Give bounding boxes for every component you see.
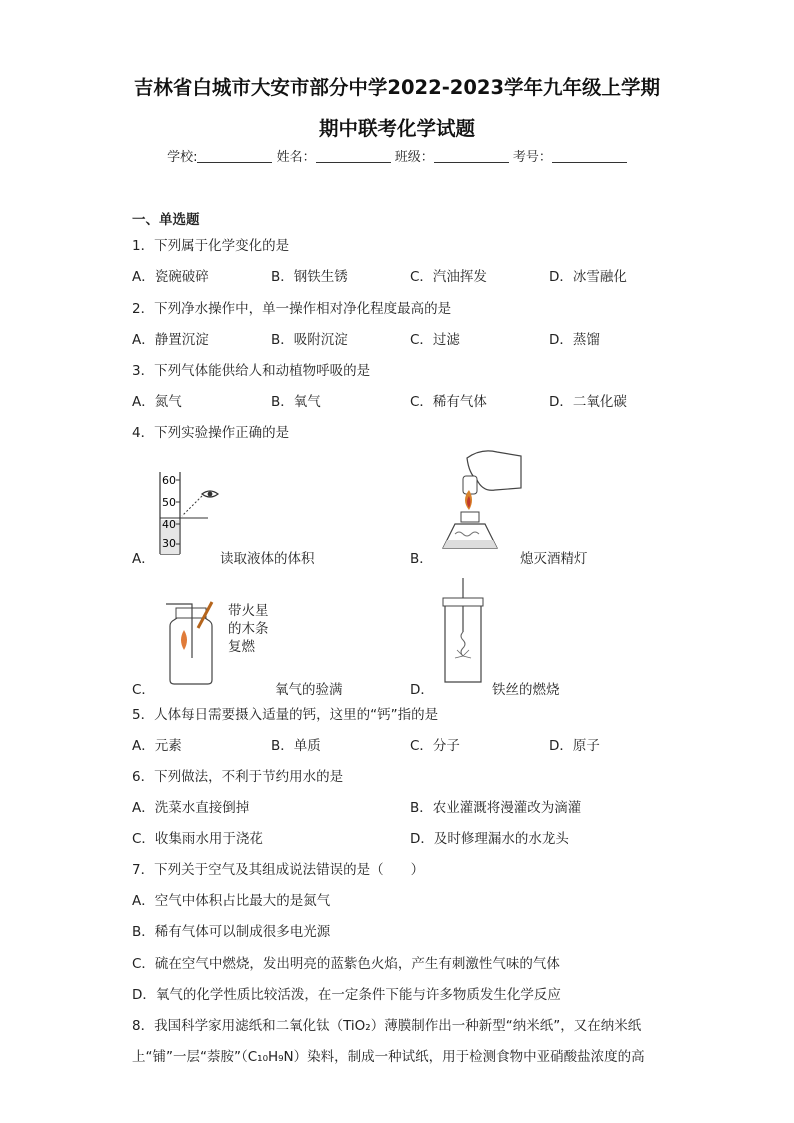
- q1-option-b[interactable]: B．钢铁生锈: [271, 269, 348, 285]
- q4-option-d[interactable]: D．: [410, 682, 434, 698]
- q5-option-a[interactable]: A．元素: [132, 738, 182, 754]
- class-label: 班级：: [394, 150, 434, 165]
- q2-option-b[interactable]: B．吸附沉淀: [271, 332, 348, 348]
- number-label: 考号：: [512, 150, 552, 165]
- q1-option-d[interactable]: D．冰雪融化: [549, 269, 627, 285]
- q4-option-a[interactable]: A．: [132, 551, 155, 567]
- q2-option-d[interactable]: D．蒸馏: [549, 332, 600, 348]
- q4-option-c[interactable]: C．: [132, 682, 155, 698]
- q6-option-c[interactable]: C．收集雨水用于浇花: [132, 831, 263, 847]
- tick-label-60: 60: [162, 474, 176, 487]
- q3-option-d[interactable]: D．二氧化碳: [549, 394, 627, 410]
- tick-label-50: 50: [162, 496, 176, 509]
- splint-note-line: 的木条: [228, 621, 269, 637]
- tick-label-40: 40: [162, 518, 176, 531]
- q7-option-d[interactable]: D．氧气的化学性质比较活泼，在一定条件下能与许多物质发生化学反应: [132, 987, 561, 1003]
- q7-option-a[interactable]: A．空气中体积占比最大的是氮气: [132, 893, 331, 909]
- q7-option-c[interactable]: C．硫在空气中燃烧，发出明亮的蓝紫色火焰，产生有刺激性气味的气体: [132, 956, 560, 972]
- school-blank[interactable]: [197, 149, 272, 163]
- q1-option-c[interactable]: C．汽油挥发: [410, 269, 487, 285]
- q4-b-caption: 熄灭酒精灯: [520, 551, 588, 567]
- q2-option-a[interactable]: A．静置沉淀: [132, 332, 209, 348]
- name-label: 姓名：: [276, 150, 316, 165]
- q2-option-c[interactable]: C．过滤: [410, 332, 460, 348]
- question-3-stem: 3．下列气体能供给人和动植物呼吸的是: [132, 363, 371, 379]
- spark-icon: [455, 650, 471, 658]
- question-8-stem-line-2: 上“铺”一层“萘胺”（C₁₀H₉N）染料，制成一种试纸，用于检测食物中亚硝酸盐浓度的高: [132, 1049, 645, 1065]
- question-2-stem: 2．下列净水操作中，单一操作相对净化程度最高的是: [132, 301, 452, 317]
- q5-option-d[interactable]: D．原子: [549, 738, 600, 754]
- name-blank[interactable]: [316, 149, 391, 163]
- q6-option-d[interactable]: D．及时修理漏水的水龙头: [410, 831, 569, 847]
- eye-icon: [182, 491, 218, 516]
- q1-option-a[interactable]: A．瓷碗破碎: [132, 269, 209, 285]
- alcohol-lamp-figure: [425, 448, 525, 560]
- q5-option-c[interactable]: C．分子: [410, 738, 460, 754]
- q4-option-b[interactable]: B．: [410, 551, 433, 567]
- q4-c-caption: 氧气的验满: [275, 682, 343, 698]
- q5-option-b[interactable]: B．单质: [271, 738, 321, 754]
- q6-option-b[interactable]: B．农业灌溉将漫灌改为滴灌: [410, 800, 582, 816]
- splint-note-line: 带火星: [228, 603, 269, 619]
- question-5-stem: 5．人体每日需要摄入适量的钙，这里的“钙”指的是: [132, 707, 439, 723]
- q3-option-c[interactable]: C．稀有气体: [410, 394, 487, 410]
- page-subtitle: 期中联考化学试题: [318, 117, 475, 140]
- school-label: 学校:: [167, 150, 198, 165]
- student-info-line: [0, 146, 794, 165]
- question-1-stem: 1．下列属于化学变化的是: [132, 238, 290, 254]
- q4-d-caption: 铁丝的燃烧: [492, 682, 560, 698]
- question-6-stem: 6．下列做法，不利于节约用水的是: [132, 769, 344, 785]
- question-7-stem: 7．下列关于空气及其组成说法错误的是（ ）: [132, 862, 425, 878]
- graduated-cylinder-figure: [150, 468, 225, 558]
- splint-note: [228, 602, 269, 656]
- q4-a-caption: 读取液体的体积: [220, 551, 315, 567]
- question-8-stem-line-1: 8．我国科学家用滤纸和二氧化钛（TiO₂）薄膜制作出一种新型“纳米纸”，又在纳米纸: [132, 1018, 642, 1034]
- splint-note-line: 复燃: [228, 639, 255, 655]
- page-title: 吉林省白城市大安市部分中学2022-2023学年九年级上学期: [133, 76, 661, 99]
- number-blank[interactable]: [552, 149, 627, 163]
- q6-option-a[interactable]: A．洗菜水直接倒掉: [132, 800, 250, 816]
- tick-label-30: 30: [162, 537, 176, 550]
- q3-option-b[interactable]: B．氧气: [271, 394, 321, 410]
- section-heading: 一、单选题: [132, 212, 200, 228]
- class-blank[interactable]: [434, 149, 509, 163]
- question-4-stem: 4．下列实验操作正确的是: [132, 425, 290, 441]
- q3-option-a[interactable]: A．氮气: [132, 394, 182, 410]
- q7-option-b[interactable]: B．稀有气体可以制成很多电光源: [132, 924, 331, 940]
- iron-wire-figure: [435, 574, 495, 689]
